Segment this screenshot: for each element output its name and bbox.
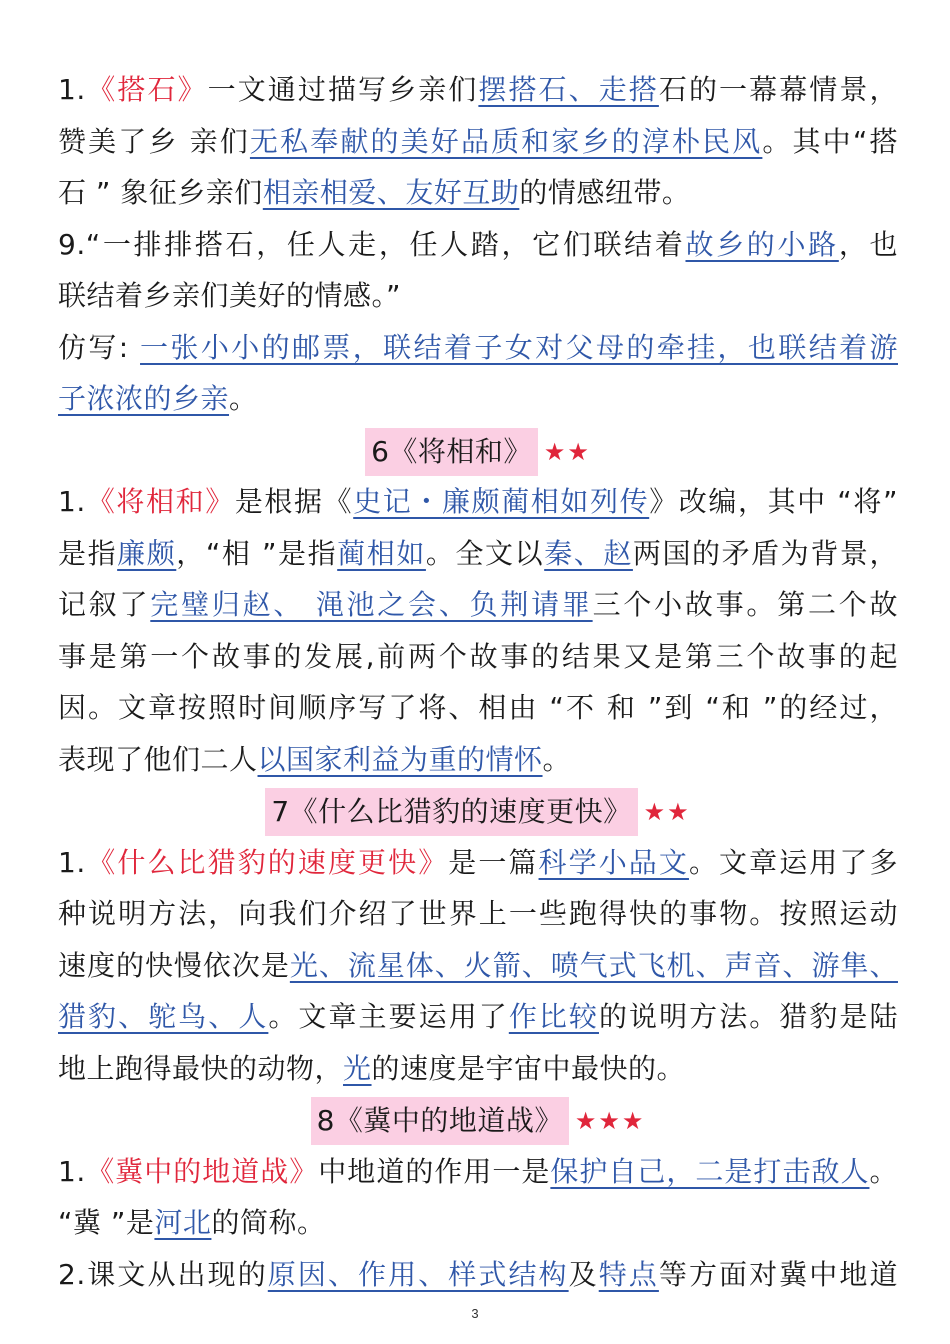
lesson-title: 《什么比猎豹的速度更快》 xyxy=(85,845,449,879)
answer-text: 猎豹、鸵鸟、人 xyxy=(58,1000,269,1033)
text-line xyxy=(58,270,898,322)
section-heading-6 xyxy=(58,425,898,477)
section-heading-text: 7《什么比猎豹的速度更快》 xyxy=(265,788,637,836)
answer-text: 摆搭石、走搭 xyxy=(478,73,659,106)
section-heading-text: 8《冀中的地道战》 xyxy=(311,1097,569,1145)
text-span: 。文章运用了多 xyxy=(688,845,898,879)
text-span: 表现了他们二人 xyxy=(58,742,258,776)
text-span: 石 ” 象征乡亲们 xyxy=(58,176,263,209)
text-span: 种说明方法，向我们介绍了世界上一些跑得快的事物。按照运动 xyxy=(58,897,898,930)
star-rating: ★★ xyxy=(543,437,591,466)
text-span: 石的一幕幕情景， xyxy=(658,73,898,106)
text-span: 事是第一个故事的发展,前两个故事的结果又是第三个故事的起 xyxy=(58,639,898,673)
text-span: 是指 xyxy=(58,536,118,570)
section-heading-8 xyxy=(58,1094,898,1146)
item-number: 1. xyxy=(58,485,86,518)
star-rating: ★★★ xyxy=(574,1107,646,1135)
answer-text: 秦、赵 xyxy=(544,536,633,570)
answer-text: 蔺相如 xyxy=(337,536,426,570)
text-span: 2.课文从出现的 xyxy=(58,1257,268,1291)
text-line xyxy=(58,1146,898,1198)
text-span: 的情感纽带。 xyxy=(519,176,691,209)
text-line xyxy=(58,631,898,683)
text-line xyxy=(58,991,898,1043)
answer-text: 光、流星体、火箭、喷气式飞机、声音、游隼、 xyxy=(289,948,898,982)
text-span: 是一篇 xyxy=(448,845,539,879)
text-span: ，“相 ”是指 xyxy=(176,536,338,570)
lesson-title: 《搭石》 xyxy=(85,73,208,106)
text-span: 是根据《 xyxy=(234,485,354,518)
item-number: 1. xyxy=(58,73,86,106)
text-span: 。文章主要运用了 xyxy=(268,1000,509,1033)
text-line xyxy=(58,682,898,734)
text-line xyxy=(58,528,898,580)
text-line xyxy=(58,219,898,271)
lesson-title: 《将相和》 xyxy=(85,485,235,518)
text-span: 。 xyxy=(542,742,572,776)
page-number: 3 xyxy=(471,1306,479,1321)
text-line xyxy=(58,579,898,631)
item-number: 1. xyxy=(58,1154,86,1188)
text-line xyxy=(58,373,898,425)
text-span: 记叙了 xyxy=(58,588,151,621)
text-span: 。 xyxy=(229,382,258,415)
text-span: 。全文以 xyxy=(425,536,545,570)
star-rating: ★★ xyxy=(643,798,691,826)
text-line xyxy=(58,1197,898,1249)
answer-text: 史记・廉颇蔺相如列传 xyxy=(353,485,650,518)
answer-text: 作比较 xyxy=(508,1000,599,1033)
text-span: “冀 ”是 xyxy=(58,1206,155,1239)
text-span: 。 xyxy=(869,1154,898,1188)
text-span: 一文通过描写乡亲们 xyxy=(207,73,479,106)
section-heading-7 xyxy=(58,785,898,837)
text-line xyxy=(58,476,898,528)
answer-text: 以国家利益为重的情怀 xyxy=(257,742,543,776)
text-line xyxy=(58,1043,898,1095)
text-line xyxy=(58,64,898,116)
text-span: 三个小故事。第二个故 xyxy=(592,588,898,621)
answer-text: 保护自己，二是打击敌人 xyxy=(550,1154,870,1188)
text-line xyxy=(58,837,898,889)
text-span: 的简称。 xyxy=(211,1206,326,1239)
answer-text: 一张小小的邮票，联结着子女对父母的牵挂，也联结着游 xyxy=(140,330,898,364)
text-line xyxy=(58,116,898,168)
answer-text: 完璧归赵、 渑池之会、负荆请罪 xyxy=(150,588,593,621)
text-span: 联结着乡亲们美好的情感。” xyxy=(58,279,402,312)
answer-text: 光 xyxy=(343,1051,372,1085)
answer-text: 特点 xyxy=(598,1257,659,1291)
text-span: 速度的快慢依次是 xyxy=(58,948,290,982)
answer-text: 科学小品文 xyxy=(538,845,689,879)
text-span: 因。文章按照时间顺序写了将、相由 “不 和 ”到 “和 ”的经过， xyxy=(58,691,898,724)
text-line xyxy=(58,734,898,786)
text-span: 的速度是宇宙中最快的。 xyxy=(371,1051,686,1085)
text-span: 》改编，其中 “将” xyxy=(649,485,898,518)
text-span: 的说明方法。猎豹是陆 xyxy=(598,1000,898,1033)
text-span: 两国的矛盾为背景， xyxy=(632,536,898,570)
text-span: 。其中“搭 xyxy=(762,124,898,158)
answer-text: 相亲相爱、友好互助 xyxy=(262,176,520,209)
text-span: 地上跑得最快的动物， xyxy=(58,1051,344,1085)
answer-text: 故乡的小路 xyxy=(685,227,839,261)
text-line xyxy=(58,322,898,374)
text-line xyxy=(58,940,898,992)
text-span: ，也 xyxy=(838,227,898,261)
section-heading-text: 6《将相和》 xyxy=(365,428,538,476)
text-span: 9.“一排排搭石，任人走，任人踏，它们联结着 xyxy=(58,227,686,261)
text-line xyxy=(58,167,898,219)
answer-text: 廉颇 xyxy=(117,536,177,570)
text-line xyxy=(58,888,898,940)
lesson-title: 《冀中的地道战》 xyxy=(85,1154,319,1188)
text-span: 中地道的作用一是 xyxy=(318,1154,551,1188)
answer-text: 原因、作用、样式结构 xyxy=(267,1257,569,1291)
item-number: 1. xyxy=(58,845,86,879)
answer-text: 无私奉献的美好品质和家乡的淳朴民风 xyxy=(249,124,763,158)
document-page xyxy=(58,64,898,1300)
text-span: 等方面对冀中地道 xyxy=(658,1257,898,1291)
answer-text: 子浓浓的乡亲 xyxy=(58,382,230,415)
text-line xyxy=(58,1249,898,1301)
text-span: 及 xyxy=(568,1257,599,1291)
text-span: 赞美了乡 亲们 xyxy=(58,124,250,158)
text-span: 仿写: xyxy=(58,330,141,364)
answer-text: 河北 xyxy=(154,1206,212,1239)
